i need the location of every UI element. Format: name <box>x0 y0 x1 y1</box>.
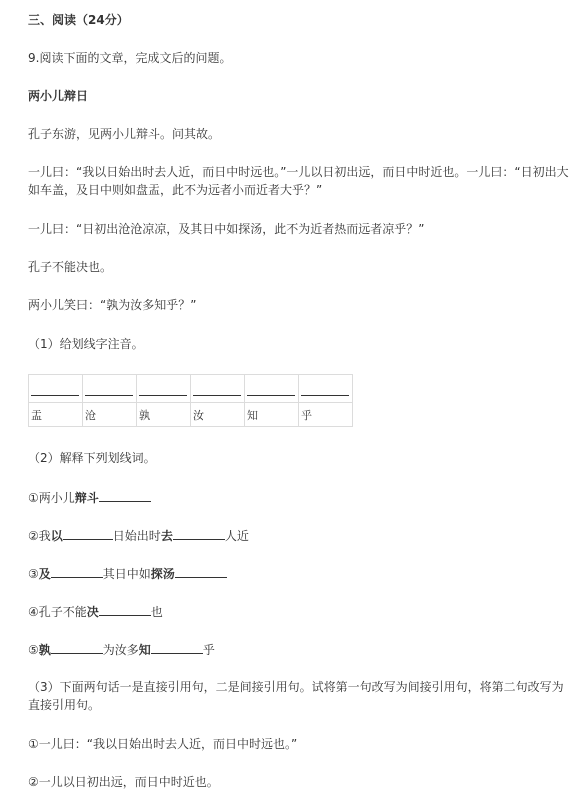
answer-blank[interactable] <box>99 489 151 502</box>
passage-paragraph-2-line-2: 如车盖，及日中则如盘盂，此不为远者小而近者大乎？” <box>28 183 323 197</box>
pinyin-char: 汝 <box>191 403 245 427</box>
pinyin-answer-cell[interactable] <box>29 375 83 403</box>
q2-item-5: ⑤孰 为汝多知 乎 <box>28 643 215 657</box>
q2-item-1: ①两小儿辩斗 <box>28 489 151 507</box>
answer-blank[interactable] <box>51 565 103 578</box>
answer-blank[interactable] <box>51 641 103 654</box>
passage-title: 两小儿辩日 <box>28 89 89 103</box>
pinyin-answer-cell[interactable] <box>299 375 353 403</box>
pinyin-answer-cell[interactable] <box>137 375 191 403</box>
passage-paragraph-5: 两小儿笑曰：“孰为汝多知乎？” <box>28 298 197 312</box>
q3-sentence-1: ①一儿曰：“我以日始出时去人近，而日中时远也。” <box>28 737 298 751</box>
pinyin-char: 乎 <box>299 403 353 427</box>
pinyin-answer-cell[interactable] <box>191 375 245 403</box>
answer-blank[interactable] <box>173 527 225 540</box>
pinyin-answer-cell[interactable] <box>245 375 299 403</box>
question-intro: 9.阅读下面的文章，完成文后的问题。 <box>28 51 232 65</box>
passage-paragraph-1: 孔子东游，见两小儿辩斗。问其故。 <box>28 127 221 141</box>
passage-paragraph-4: 孔子不能决也。 <box>28 260 113 274</box>
answer-blank[interactable] <box>99 603 151 616</box>
passage-paragraph-3: 一儿曰：“日初出沧沧凉凉，及其日中如探汤，此不为近者热而远者凉乎？” <box>28 222 425 236</box>
q3-prompt-line-1: （3）下面两句话一是直接引用句，二是间接引用句。试将第一句改写为间接引用句，将第二句改写为 <box>28 680 564 694</box>
q2-prompt: （2）解释下列划线词。 <box>28 451 156 465</box>
section-title: 三、阅读（24分） <box>28 13 129 27</box>
q2-item-2: ②我以 日始出时去 人近 <box>28 529 249 543</box>
q2-item-3: ③及 其日中如探汤 <box>28 565 227 583</box>
answer-blank[interactable] <box>151 641 203 654</box>
passage-paragraph-2-line-1: 一儿曰：“我以日始出时去人近，而日中时远也。”一儿以日初出远，而日中时近也。一儿曰：“日初出大 <box>28 165 569 179</box>
pinyin-table <box>28 374 353 427</box>
q3-sentence-2: ②一儿以日初出远，而日中时近也。 <box>28 775 219 789</box>
pinyin-char: 知 <box>245 403 299 427</box>
pinyin-answer-cell[interactable] <box>83 375 137 403</box>
pinyin-char: 孰 <box>137 403 191 427</box>
pinyin-char: 沧 <box>83 403 137 427</box>
q1-prompt: （1）给划线字注音。 <box>28 337 144 351</box>
answer-blank[interactable] <box>175 565 227 578</box>
answer-blank[interactable] <box>63 527 113 540</box>
pinyin-char: 盂 <box>29 403 83 427</box>
q3-prompt-line-2: 直接引用句。 <box>28 698 101 712</box>
q2-item-4: ④孔子不能决 也 <box>28 605 163 619</box>
